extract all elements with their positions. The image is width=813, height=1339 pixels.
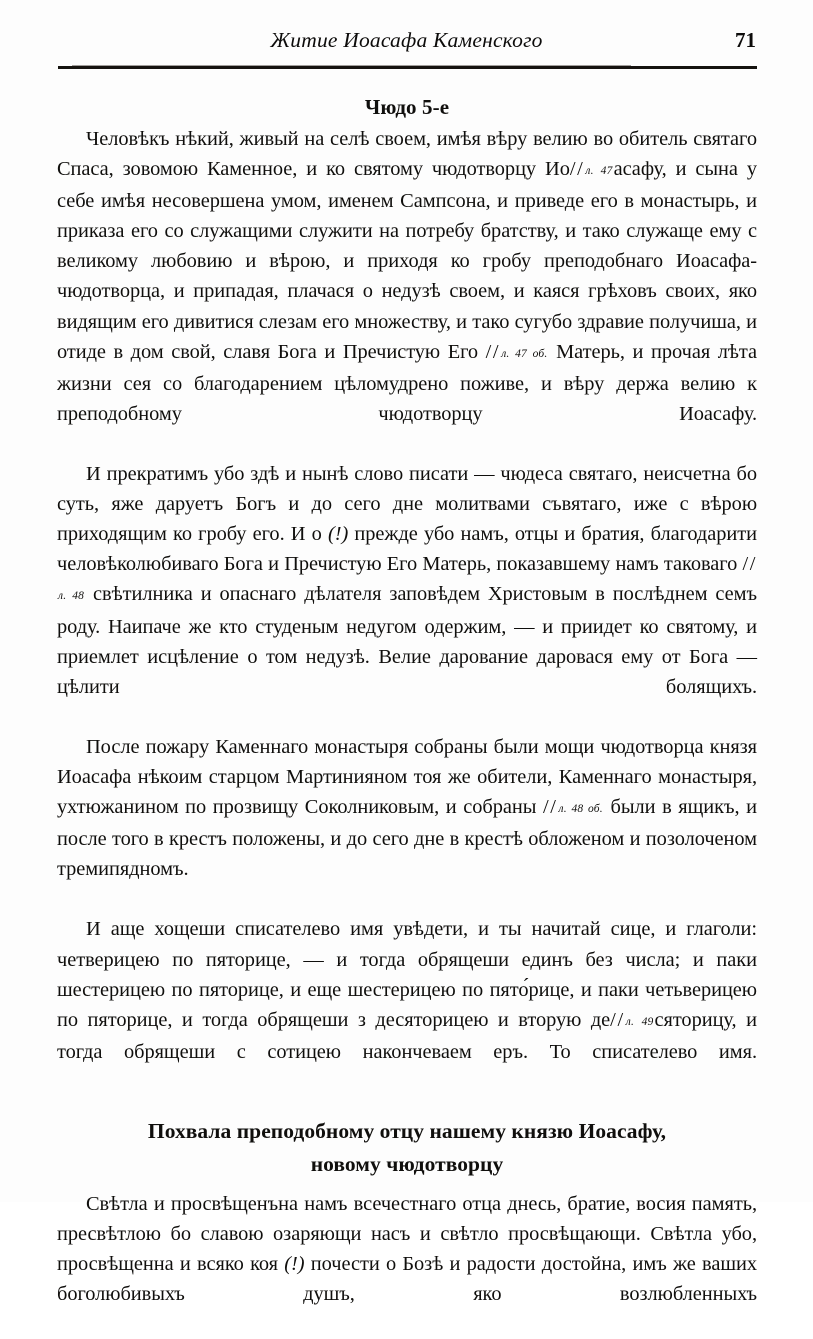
header-rule-divider	[58, 66, 757, 69]
folio-reference: л. 48	[58, 590, 85, 603]
section-heading-miracle-5: Чюдо 5-е	[364, 95, 450, 119]
paragraph: Человѣкъ нѣкий, живый на селѣ своем, имѣя вѣру велию во обитель святаго Спаса, зовомою Каменное, и ко святому чюдотворцу Ио/ / л. 47асафу, и сына у себе имѣя несовершена умом, именем Сампсона, и приведе его в монастырь, и приказа его со служащими служити на потребу братству, и тако служаще ему с великому любовию и вѣрою, и приходя ко гробу преподобнаго Иоасафа-чюдотворца, и припадая, плачася о недузѣ своем, и каяся грѣховъ своих, яко видящим его дивитися слезам его множеству, и тако сугубо здравие получиша, и отиде в дом свой, славя Бога и Пречистую Его / / л. 47 об. Матерь, и прочая лѣта жизни сея со благодарением цѣломудрено поживе, и вѣру держа велию к преподобному чюдотворцу Иоасафу.	[57, 128, 758, 425]
section-heading-praise	[57, 1115, 757, 1181]
praise-heading-line-2: новому чюдотворцу	[310, 1152, 504, 1176]
editorial-sic-marker: (!)	[284, 1253, 305, 1276]
page-number: 71	[735, 28, 756, 52]
editorial-sic-marker: (!)	[328, 523, 349, 546]
paragraph: Свѣтла и просвѣщенъна намъ всечестнаго отца днесь, братие, восия память, пресвѣтлою бо славою озаряющи насъ и свѣтло просвѣщающи. Свѣтла убо, просвѣщенна и всяко коя (!) почести о Бозѣ и радости достойна, имъ же ваших боголюбивыхъ душъ, яко возлюбленныхъ	[57, 1193, 758, 1306]
folio-reference: л. 48 об.	[558, 803, 603, 816]
paragraph: И прекратимъ убо здѣ и нынѣ слово писати — чюдеса святаго, неисчетна бо суть, яже даруетъ Богъ и до сего дне молитвами съвятаго, иже с вѣрою приходящим ко гробу его. И о (!) прежде убо намъ, отцы и братия, благодарити человѣколюбиваго Бога и Пречистую Его Матерь, показавшему намъ таковаго / / л. 48 свѣтилника и опаснаго дѣлателя заповѣдем Христовым в послѣднем семъ роду. Наипаче же кто студеным недугом одержим, — и приидет ко святому, и приемлет исцѣление о том недузѣ. Велие дарование даровася ему от Бога — цѣлити болящихъ.	[57, 463, 757, 698]
folio-reference: л. 49	[625, 1015, 654, 1028]
running-head	[57, 28, 756, 62]
folio-reference: л. 47 об.	[501, 347, 548, 360]
paragraph: И аще хощеши списателево имя увѣдети, и ты начитай сице, и глаголи: четверицею по пяторице, — и тогда обрящеши единъ без числа; и паки шестерицею по пяторице, и еще шестерицею по пято́рице, и паки четьверицею по пяторице, и тогда обрящеши з десяторицею и вторую де/ / л. 49сяторицу, и тогда обрящеши с сотицею накончеваем еръ. То списателево имя.	[57, 918, 757, 1063]
text-column	[57, 92, 757, 1339]
folio-reference: л. 47	[585, 165, 613, 178]
praise-heading-line-1: Похвала преподобному отцу нашему князю Иоасафу,	[147, 1119, 667, 1143]
running-head-title: Житие Иоасафа Каменского	[270, 28, 543, 52]
paragraph: После пожару Каменнаго монастыря собраны были мощи чюдотворца князя Иоасафа нѣкоим старцом Мартинияном тоя же обители, Каменнаго монастыря, ухтюжанином по прозвищу Соколниковым, и собраны / / л. 48 об. были в ящикъ, и после того в крестъ положены, и до сего дне в крестѣ обложеном и позолоченом тремипядномъ.	[57, 735, 757, 881]
